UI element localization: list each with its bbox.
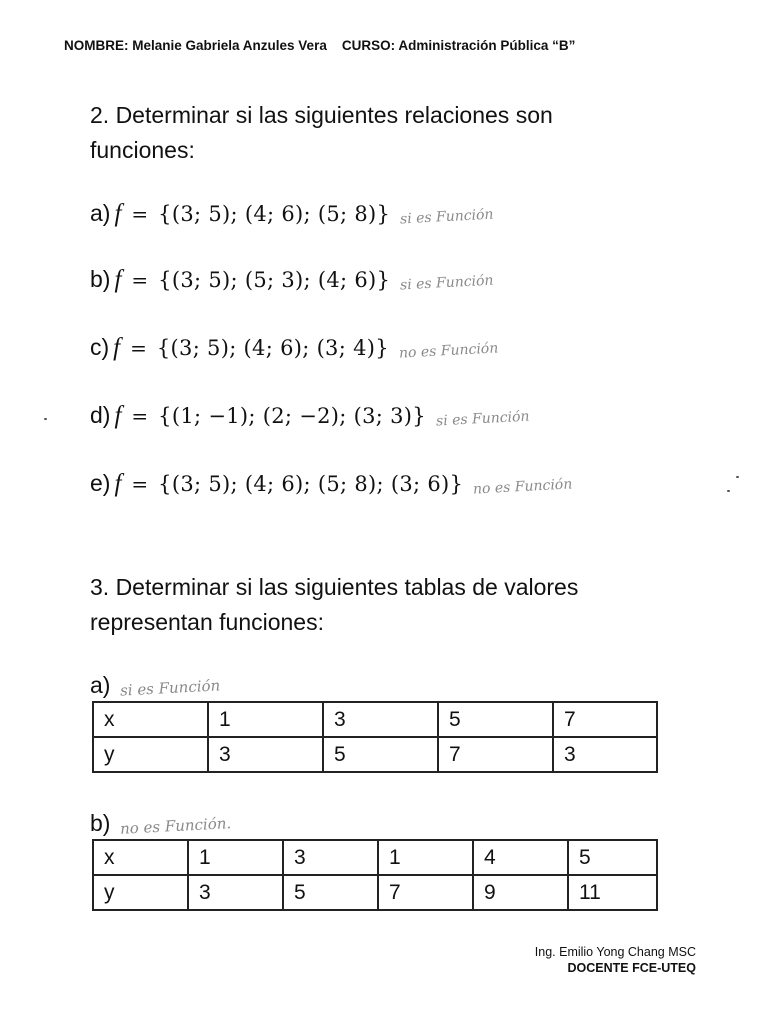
scan-speck: [727, 490, 730, 492]
relation-label: d): [90, 402, 111, 428]
question-3-title-line2: representan funciones:: [90, 609, 324, 635]
teacher-role: DOCENTE FCE-UTEQ: [567, 961, 696, 975]
handwritten-answer: si es Función: [120, 676, 222, 700]
table-cell: y: [93, 737, 208, 772]
relation-set: {(3; 5); (4; 6); (5; 8); (3; 6)}: [158, 472, 464, 496]
values-table-a: [92, 701, 658, 773]
table-cell: 3: [323, 702, 438, 737]
table-label: b): [90, 810, 111, 836]
handwritten-answer: no es Función.: [120, 814, 233, 838]
table-cell: 11: [568, 875, 657, 910]
equals-sign: =: [131, 202, 149, 226]
handwritten-answer: si es Función: [435, 408, 530, 430]
table-label: a): [90, 672, 111, 698]
relation-c: [90, 334, 498, 362]
handwritten-answer: no es Función: [472, 476, 573, 498]
handwritten-answer: si es Función: [399, 206, 495, 228]
table-cell: x: [93, 840, 188, 875]
table-b-label: [90, 810, 232, 837]
table-a-label: [90, 672, 221, 699]
function-symbol: f: [114, 200, 122, 227]
scan-speck: [44, 418, 47, 420]
table-cell: 3: [188, 875, 283, 910]
table-cell: 3: [283, 840, 378, 875]
table-row: [93, 737, 657, 772]
table-cell: 1: [208, 702, 323, 737]
teacher-signature-block: [535, 944, 696, 976]
function-symbol: f: [113, 334, 121, 361]
relation-a: [90, 200, 494, 228]
question-2-title-line2: funciones:: [90, 137, 195, 163]
relation-set: {(3; 5); (4; 6); (3; 4)}: [156, 336, 389, 360]
table-row: [93, 702, 657, 737]
relation-d: [90, 402, 530, 430]
table-cell: 7: [438, 737, 553, 772]
relation-set: {(3; 5); (5; 3); (4; 6)}: [158, 268, 391, 292]
table-cell: 5: [438, 702, 553, 737]
table-cell: 5: [568, 840, 657, 875]
relation-set: {(3; 5); (4; 6); (5; 8)}: [158, 202, 391, 226]
student-header: NOMBRE: Melanie Gabriela Anzules Vera CURSO: Administración Pública “B”: [64, 38, 576, 53]
table-cell: 3: [208, 737, 323, 772]
equals-sign: =: [131, 472, 149, 496]
table-row: [93, 840, 657, 875]
relation-b: [90, 266, 494, 294]
handwritten-answer: si es Función: [399, 272, 495, 294]
question-3-title-line1: 3. Determinar si las siguientes tablas de valores: [90, 574, 579, 600]
equals-sign: =: [131, 268, 149, 292]
relation-label: a): [90, 200, 111, 226]
table-cell: 5: [283, 875, 378, 910]
equals-sign: =: [131, 404, 149, 428]
question-2-title-line1: 2. Determinar si las siguientes relaciones son: [90, 102, 553, 128]
table-cell: 3: [553, 737, 657, 772]
relation-e: [90, 470, 573, 498]
scan-speck: [736, 476, 739, 478]
table-cell: 1: [188, 840, 283, 875]
function-symbol: f: [114, 266, 122, 293]
table-cell: 1: [378, 840, 473, 875]
function-symbol: f: [114, 470, 122, 497]
table-cell: 9: [473, 875, 568, 910]
table-cell: 4: [473, 840, 568, 875]
handwritten-answer: no es Función: [398, 340, 499, 362]
relation-label: e): [90, 470, 111, 496]
question-3-title: [90, 570, 710, 640]
table-cell: x: [93, 702, 208, 737]
table-cell: 7: [378, 875, 473, 910]
table-row: [93, 875, 657, 910]
relation-label: b): [90, 266, 111, 292]
table-cell: y: [93, 875, 188, 910]
values-table-b: [92, 839, 658, 911]
teacher-name: Ing. Emilio Yong Chang MSC: [534, 945, 696, 959]
function-symbol: f: [114, 402, 122, 429]
relation-label: c): [90, 334, 110, 360]
question-2-title: [90, 98, 710, 168]
table-cell: 7: [553, 702, 657, 737]
equals-sign: =: [130, 336, 147, 360]
relation-set: {(1; −1); (2; −2); (3; 3)}: [158, 404, 426, 428]
table-cell: 5: [323, 737, 438, 772]
